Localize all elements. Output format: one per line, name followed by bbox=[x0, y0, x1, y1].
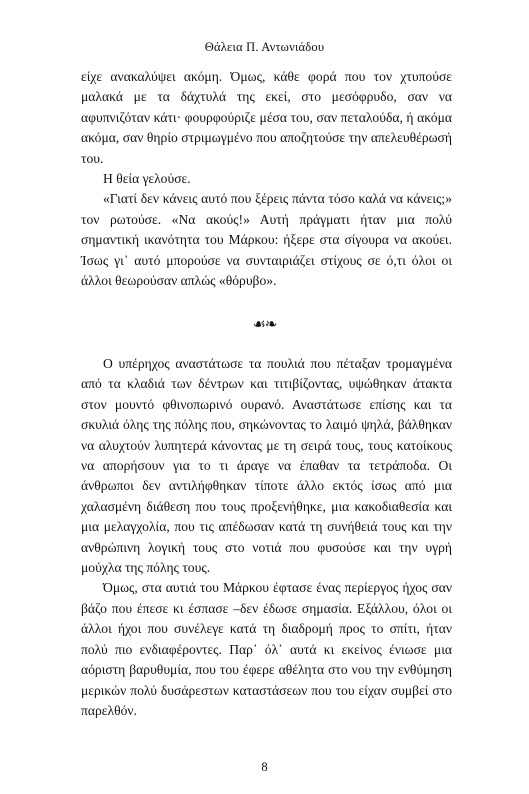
text-block-1 bbox=[81, 67, 452, 291]
page-number: 8 bbox=[261, 760, 268, 774]
paragraph: «Γιατί δεν κάνεις αυτό που ξέρεις πάντα τόσο καλά να κάνεις;» τον ρωτούσε. «Να ακούς!» Αυτή πράγματι ήταν μια πολύ σημαντική ικανότητα του Μάρκου: ήξερε στα σίγουρα να ακούει. Ίσως γι᾽ αυτό μπορούσε να συνταιριάζει στίχους σε ό,τι όλοι οι άλλοι θεωρούσαν απλώς «θόρυβο». bbox=[81, 191, 452, 289]
paragraph: Η θεία γελούσε. bbox=[103, 171, 191, 187]
paragraph: είχε ανακαλύψει ακόμη. Όμως, κάθε φορά που τον χτυπούσε μαλακά με τα δάχτυλά της εκεί, στο μεσόφρυδο, σαν να αφυπνιζόταν κάτι· φουρφούριζε μέσα του, σαν πεταλούδα, ή ακόμα ακόμα, σαν θηρίο στριμωγμένο που αποζητούσε την απελευθέρωσή του. bbox=[81, 69, 452, 166]
section-ornament: ☙❧ bbox=[252, 317, 277, 333]
running-header: Θάλεια Π. Αντωνιάδου bbox=[204, 40, 325, 54]
text-block-2 bbox=[81, 354, 452, 721]
paragraph: Ο υπέρηχος αναστάτωσε τα πουλιά που πέταξαν τρομαγμένα από τα κλαδιά των δέντρων και τιτιβίζοντας, υψώθηκαν άτακτα στον μουντό φθινοπωρινό ουρανό. Αναστάτωσε επίσης και τα σκυλιά όλης της πόλης που, σηκώνοντας το λαιμό ψηλά, βάλθηκαν να αλυχτούν λυπητερά κάνοντας με τη σειρά τους, τους κατοίκους να απορήσουν για το τι άραγε να έπαθαν τα τετράποδα. Οι άνθρωποι δεν αντιλήφθηκαν τίποτε άλλο εκτός ίσως από μια χαλασμένη διάθεση που τους προξενήθηκε, μια κακοδιαθεσία και μια μελαγχολία, που τις απέδωσαν κατά τη συνήθειά τους και την ανθρώπινη λογική τους στο νοτιά που φυσούσε και την υγρή μούχλα της πόλης τους. bbox=[81, 356, 452, 576]
paragraph: Όμως, στα αυτιά του Μάρκου έφτασε ένας περίεργος ήχος σαν βάζο που έπεσε κι έσπασε –δεν έδωσε σημασία. Εξάλλου, όλοι οι άλλοι ήχοι που συνέλεγε κατά τη διαδρομή προς το σπίτι, ήταν πολύ πιο ενδιαφέροντες. Παρ᾽ όλ᾽ αυτά κι εκείνος ένιωσε μια αόριστη βαρυθυμία, που του έφερε αθέλητα στο νου την ενθύμηση μερικών πολύ δυσάρεστων καταστάσεων που του είχαν συμβεί στο παρελθόν. bbox=[81, 580, 452, 718]
